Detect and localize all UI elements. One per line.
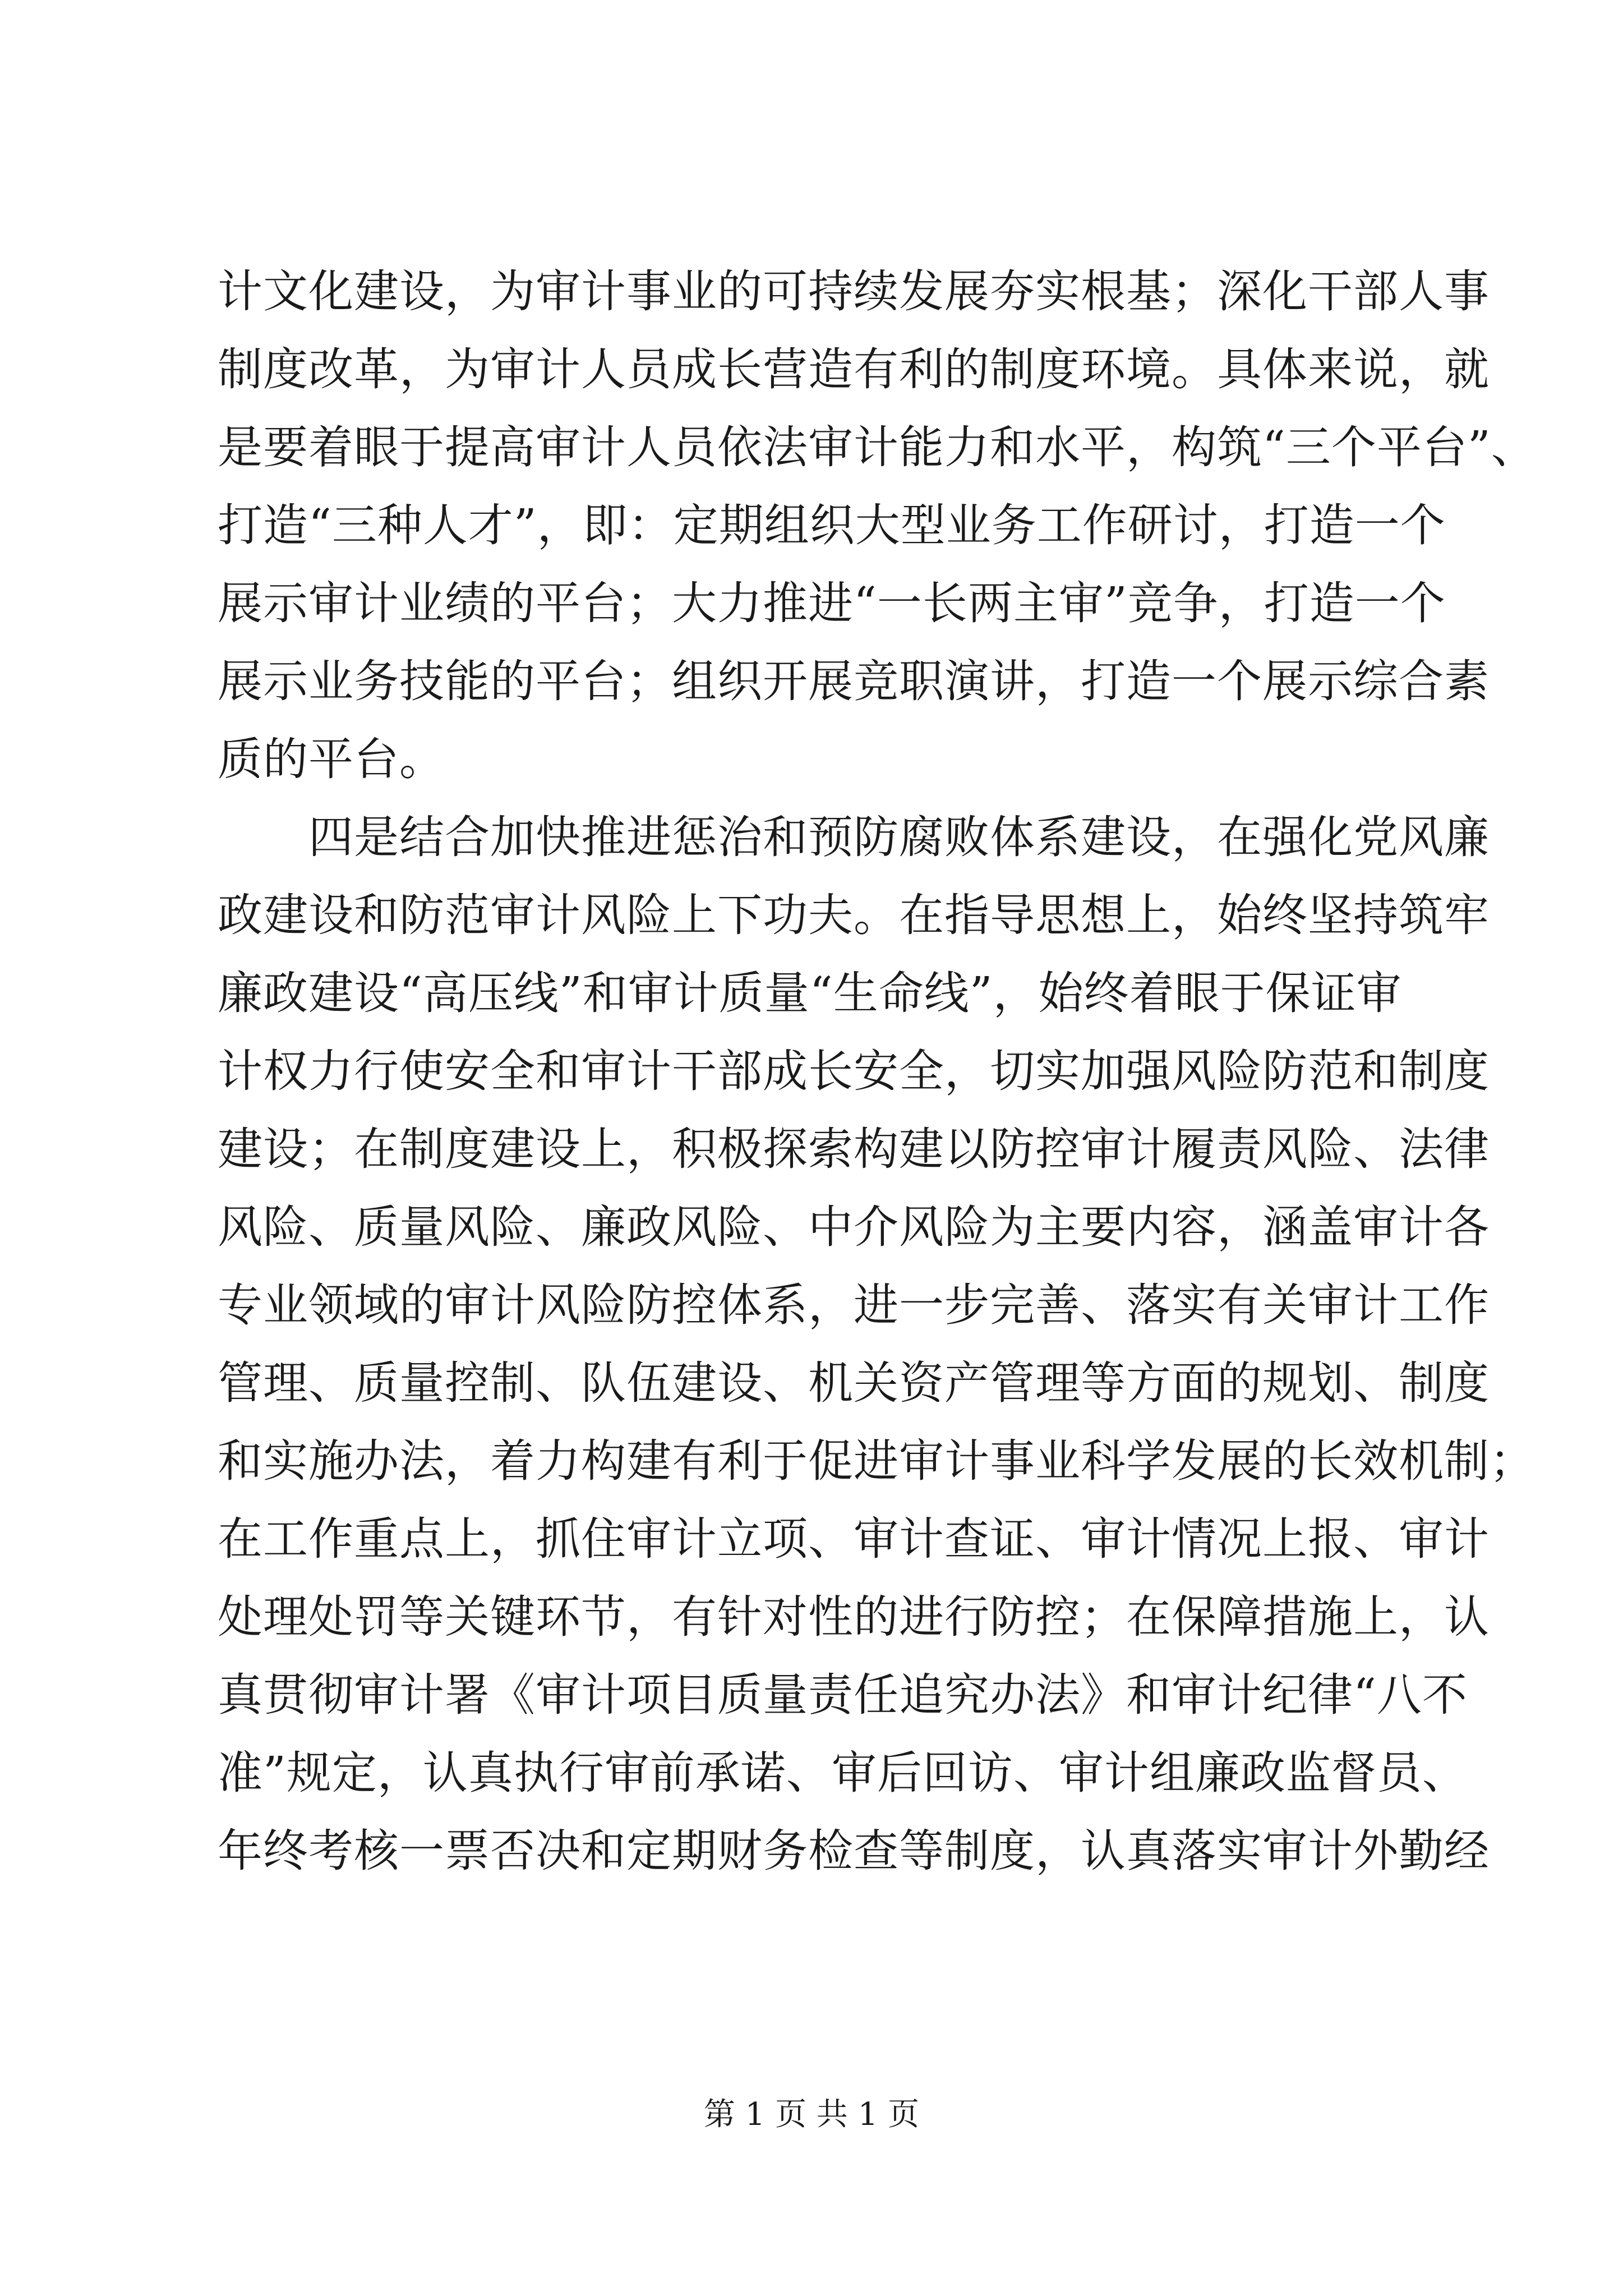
text-line: 是要着眼于提高审计人员依法审计能力和水平，构筑“三个平台”、: [218, 421, 1537, 473]
text-line: 年终考核一票否决和定期财务检查等制度，认真落实审计外勤经: [218, 1825, 1490, 1877]
text-line: 建设；在制度建设上，积极探索构建以防控审计履责风险、法律: [218, 1123, 1490, 1175]
text-line: 展示业务技能的平台；组织开展竞职演讲，打造一个展示综合素: [218, 655, 1490, 707]
body-text: [218, 252, 1537, 1890]
text-line: 计文化建设，为审计事业的可持续发展夯实根基；深化干部人事: [218, 265, 1490, 318]
text-line: 和实施办法，着力构建有利于促进审计事业科学发展的长效机制；: [218, 1435, 1535, 1487]
text-line: 质的平台。: [218, 733, 445, 785]
text-line: 管理、质量控制、队伍建设、机关资产管理等方面的规划、制度: [218, 1357, 1490, 1409]
text-line: 真贯彻审计署《审计项目质量责任追究办法》和审计纪律“八不: [218, 1669, 1468, 1721]
text-line: 计权力行使安全和审计干部成长安全，切实加强风险防范和制度: [218, 1045, 1490, 1097]
text-line: 政建设和防范审计风险上下功夫。在指导思想上，始终坚持筑牢: [218, 889, 1490, 941]
text-line: 在工作重点上，抓住审计立项、审计查证、审计情况上报、审计: [218, 1513, 1490, 1565]
text-line: 专业领域的审计风险防控体系，进一步完善、落实有关审计工作: [218, 1279, 1490, 1331]
text-line: 处理处罚等关键环节，有针对性的进行防控；在保障措施上，认: [218, 1591, 1490, 1643]
page-number-label: 第 1 页 共 1 页: [703, 2096, 920, 2133]
text-line: 廉政建设“高压线”和审计质量“生命线”，始终着眼于保证审: [218, 967, 1402, 1019]
text-line: 展示审计业绩的平台；大力推进“一长两主审”竞争，打造一个: [218, 577, 1446, 629]
text-line: 风险、质量风险、廉政风险、中介风险为主要内容，涵盖审计各: [218, 1201, 1490, 1253]
text-line: 打造“三种人才”，即：定期组织大型业务工作研讨，打造一个: [218, 499, 1446, 551]
text-line: 制度改革，为审计人员成长营造有利的制度环境。具体来说，就: [218, 343, 1490, 395]
page-footer: [0, 2092, 1623, 2137]
text-line: 准”规定，认真执行审前承诺、审后回访、审计组廉政监督员、: [218, 1747, 1468, 1799]
text-line: 四是结合加快推进惩治和预防腐败体系建设，在强化党风廉: [218, 811, 1490, 863]
